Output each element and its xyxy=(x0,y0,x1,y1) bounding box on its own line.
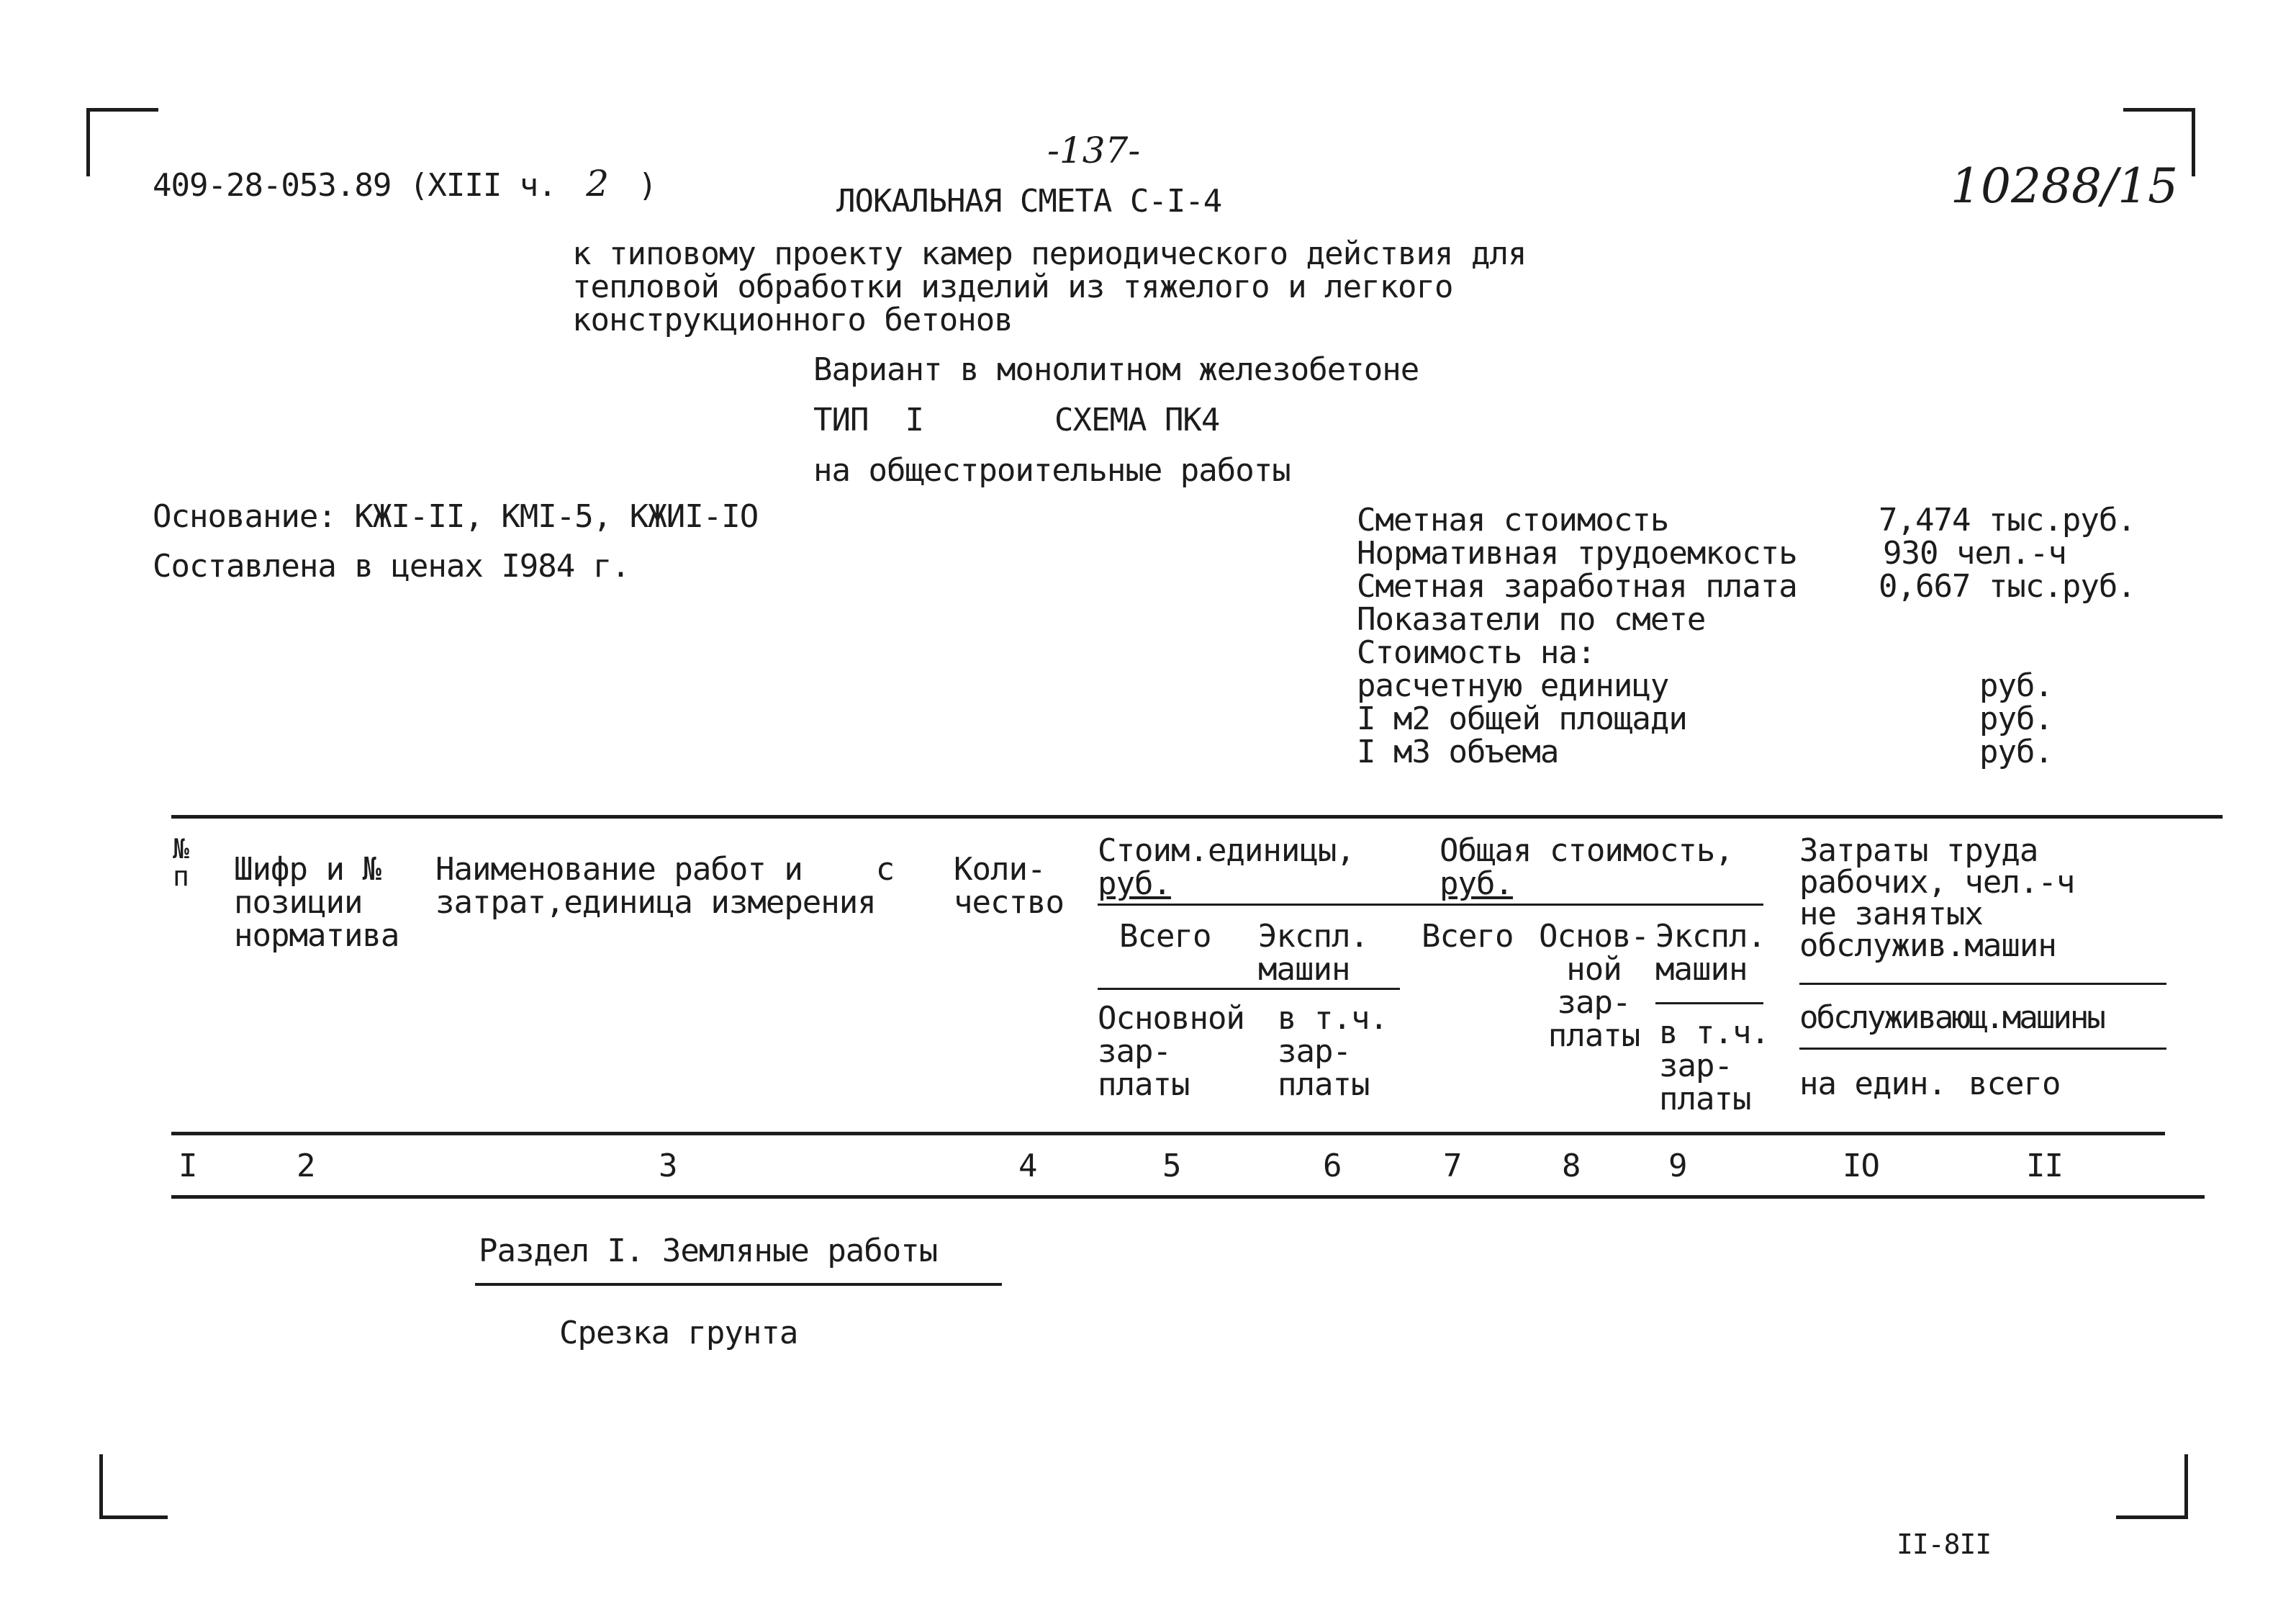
col-code-header: Шифр и № позиции норматива xyxy=(234,851,399,954)
prices-line: Составлена в ценах I984 г. xyxy=(153,548,630,585)
summary-value: 0,667 тыс.руб. xyxy=(1879,568,2135,605)
unit-basic-wage-header: Основной зар- платы xyxy=(1098,1000,1244,1103)
labor-divider-1 xyxy=(1799,983,2166,985)
column-number-4: 4 xyxy=(1018,1148,1037,1184)
summary-labels xyxy=(1357,504,1797,769)
subtitle xyxy=(572,235,1527,338)
col-quantity-header: Коли- чество xyxy=(954,851,1064,921)
summary-value: 7,474 тыс.руб. xyxy=(1879,502,2135,539)
document-title: ЛОКАЛЬНАЯ СМЕТА С-I-4 xyxy=(836,183,1222,220)
scheme-label: СХЕМА ПК4 xyxy=(1054,402,1220,438)
summary-value: 930 чел.-ч xyxy=(1883,535,2066,572)
total-all-header: Всего xyxy=(1422,918,1514,955)
summary-value: руб. xyxy=(1979,667,2053,704)
labor-divider-2 xyxy=(1799,1048,2166,1050)
labor-costs-header: Затраты труда рабочих, чел.-ч не занятых обслужив.машин xyxy=(1799,832,2075,964)
column-number-1: I xyxy=(178,1148,197,1184)
total-basic-wage-header: Основ- ной зар- платы xyxy=(1539,918,1649,1054)
summary-value: руб. xyxy=(1979,734,2053,770)
summary-label: Нормативная трудоемкость xyxy=(1357,535,1797,572)
col-number-header: № п xyxy=(173,833,189,892)
unit-cost-underline xyxy=(1098,904,1763,906)
basis-line: Основание: КЖI-II, КМI-5, КЖИI-IO xyxy=(153,498,759,535)
summary-label: Стоимость на: xyxy=(1357,634,1596,671)
column-number-6: 6 xyxy=(1323,1148,1342,1184)
summary-label: Показатели по смете xyxy=(1357,601,1706,638)
archive-number: 10288/15 xyxy=(1951,158,2179,214)
header-bottom-rule xyxy=(171,1132,2165,1135)
summary-label: I м2 общей площади xyxy=(1357,701,1687,737)
column-number-9: 9 xyxy=(1668,1148,1687,1184)
column-number-10: IO xyxy=(1843,1148,1879,1184)
total-machines-header: Экспл. машин xyxy=(1655,918,1766,988)
type-label: ТИП I xyxy=(813,402,923,438)
works-line: на общестроительные работы xyxy=(813,452,1291,489)
column-number-2: 2 xyxy=(297,1148,315,1184)
section-title-underline xyxy=(475,1283,1002,1286)
unit-machines-header: Экспл. машин xyxy=(1258,918,1368,988)
numbers-bottom-rule xyxy=(171,1195,2205,1199)
summary-label: I м3 объема xyxy=(1357,734,1559,770)
machines-subdivider xyxy=(1655,1002,1763,1004)
column-number-7: 7 xyxy=(1443,1148,1462,1184)
unit-total-header: Всего xyxy=(1119,918,1211,955)
summary-label: расчетную единицу xyxy=(1357,667,1669,704)
table-top-rule xyxy=(171,815,2223,819)
labor-serving-machines-header: обслуживающ.машины xyxy=(1799,999,2104,1036)
footer-stamp: II-8II xyxy=(1897,1528,1992,1560)
summary-label: Сметная заработная плата xyxy=(1357,568,1797,605)
corner-mark-bottom-right xyxy=(2116,1454,2188,1519)
section-title: Раздел I. Земляные работы xyxy=(479,1233,938,1269)
subtitle-line: тепловой обработки изделий из тяжелого и легкого xyxy=(572,269,1453,305)
labor-per-unit-header: на един. xyxy=(1799,1066,1946,1102)
unit-cost-subdivider xyxy=(1098,988,1400,990)
summary-values xyxy=(1879,504,2135,769)
column-number-8: 8 xyxy=(1562,1148,1581,1184)
page-number: -137- xyxy=(1047,130,1141,171)
variant-line: Вариант в монолитном железобетоне xyxy=(813,351,1419,388)
document-code xyxy=(153,163,657,204)
document-code-close: ) xyxy=(638,167,657,204)
corner-mark-bottom-left xyxy=(99,1454,168,1519)
column-number-5: 5 xyxy=(1162,1148,1181,1184)
document-code-text: 409-28-053.89 (XIII ч. xyxy=(153,167,556,204)
summary-value: руб. xyxy=(1979,701,2053,737)
section-item: Срезка грунта xyxy=(559,1315,798,1351)
labor-total-header: всего xyxy=(1969,1066,2061,1102)
total-cost-group-header: Общая стоимость, xyxy=(1439,832,1733,869)
unit-cost-group-header: Стоим.единицы, xyxy=(1098,832,1355,869)
subtitle-line: конструкционного бетонов xyxy=(572,302,1013,338)
unit-cost-group-unit: руб. xyxy=(1098,865,1171,902)
corner-mark-top-left xyxy=(86,108,158,176)
total-cost-group-unit: руб. xyxy=(1439,865,1513,902)
column-number-11: II xyxy=(2026,1148,2063,1184)
total-incl-wage-header: в т.ч. зар- платы xyxy=(1659,1014,1769,1117)
col-name-header: Наименование работ и с затрат,единица измерения xyxy=(435,851,895,921)
column-number-3: 3 xyxy=(659,1148,677,1184)
part-number: 2 xyxy=(586,163,609,204)
unit-incl-wage-header: в т.ч. зар- платы xyxy=(1278,1000,1388,1103)
summary-label: Сметная стоимость xyxy=(1357,502,1669,539)
subtitle-line: к типовому проекту камер периодического действия для xyxy=(572,235,1527,272)
